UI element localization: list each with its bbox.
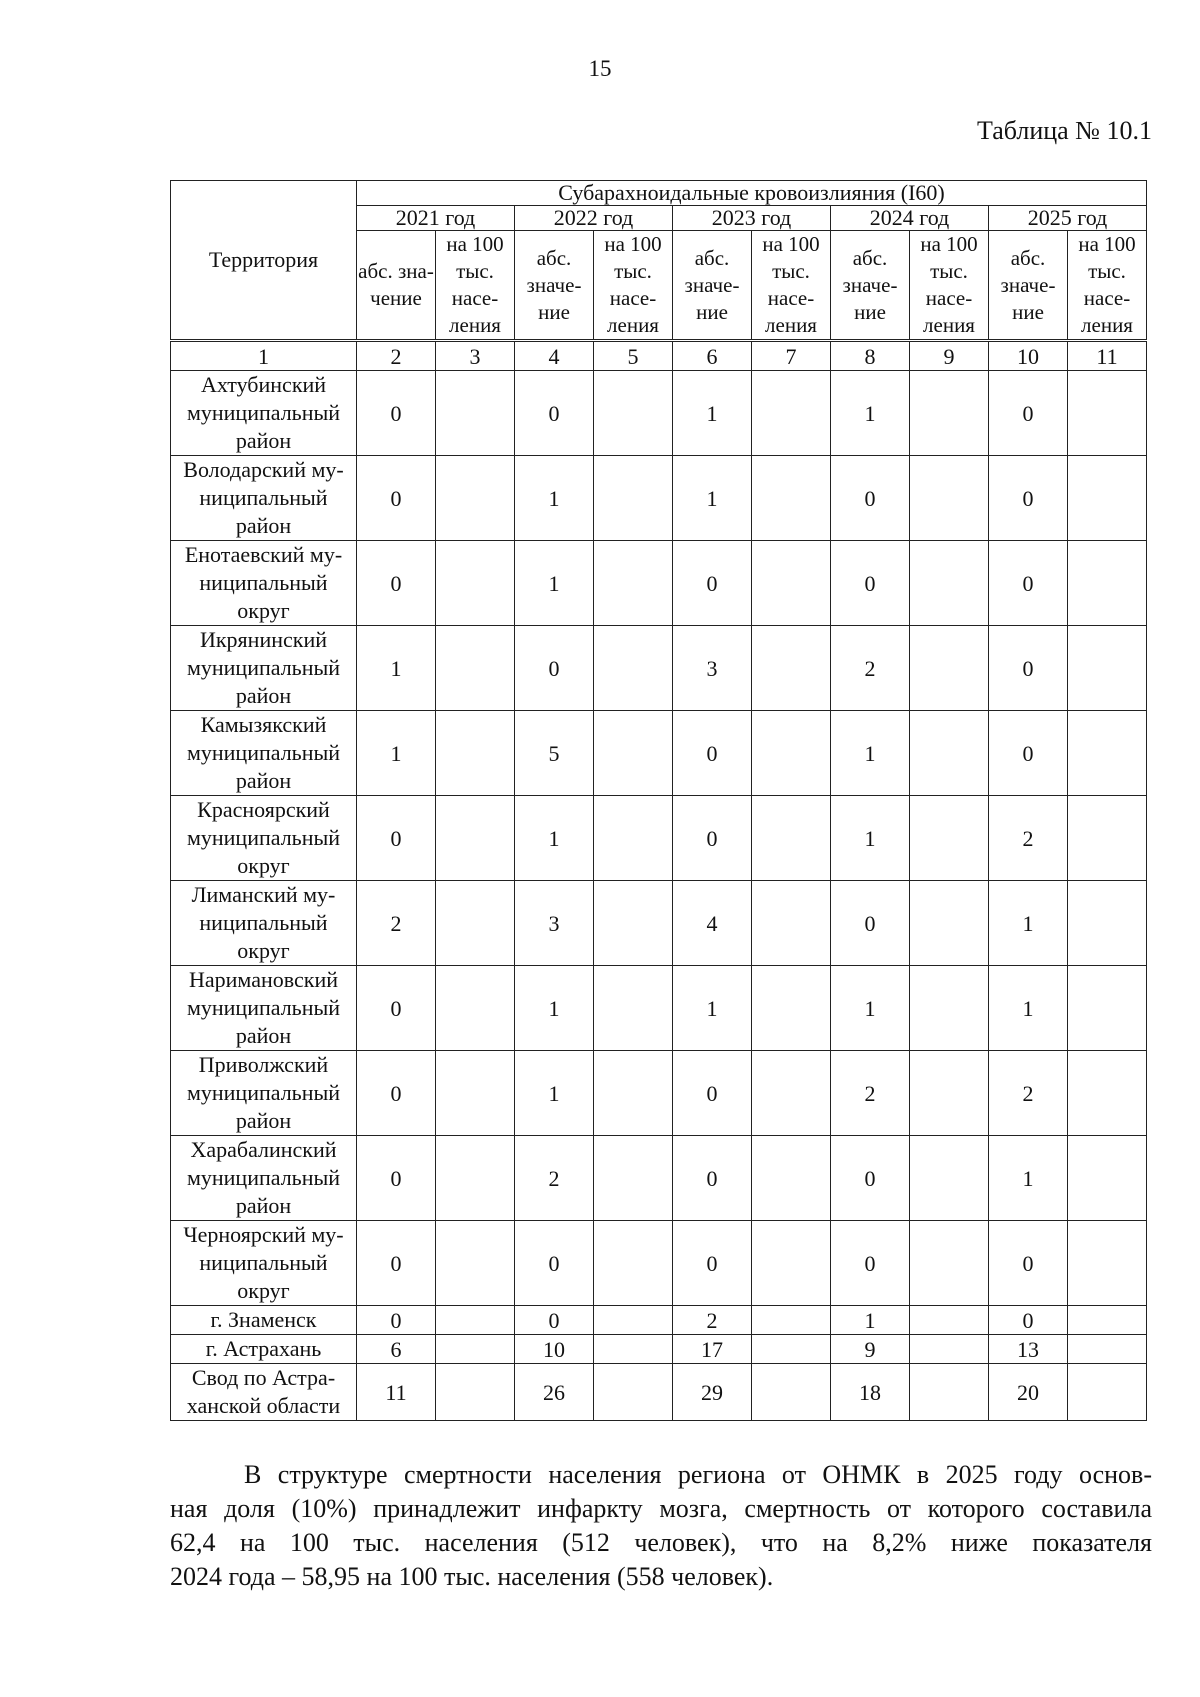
table-row <box>171 1136 1147 1221</box>
rate-cell <box>752 1051 831 1136</box>
abs-value-cell: 17 <box>673 1335 752 1364</box>
territory-cell: г. Астрахань <box>171 1335 357 1364</box>
rate-cell <box>752 1364 831 1421</box>
abs-value-cell: 0 <box>357 1136 436 1221</box>
table-row <box>171 626 1147 711</box>
rate-cell <box>752 881 831 966</box>
rate-cell <box>910 881 989 966</box>
territory-cell: Лиманский му-ниципальный округ <box>171 881 357 966</box>
column-number: 1 <box>171 341 357 371</box>
abs-value-cell: 1 <box>989 966 1068 1051</box>
rate-cell <box>1068 711 1147 796</box>
rate-header: на 100 тыс. насе-ления <box>594 231 673 341</box>
territory-cell: Камызякский муниципальный район <box>171 711 357 796</box>
abs-value-cell: 0 <box>357 1306 436 1335</box>
rate-cell <box>594 796 673 881</box>
rate-cell <box>436 881 515 966</box>
table-row <box>171 1364 1147 1421</box>
abs-value-cell: 0 <box>515 371 594 456</box>
rate-cell <box>436 1364 515 1421</box>
rate-cell <box>1068 1136 1147 1221</box>
abs-value-cell: 9 <box>831 1335 910 1364</box>
table-row <box>171 371 1147 456</box>
rate-cell <box>594 881 673 966</box>
rate-cell <box>910 1306 989 1335</box>
abs-value-cell: 0 <box>515 1221 594 1306</box>
rate-cell <box>752 711 831 796</box>
rate-cell <box>594 541 673 626</box>
rate-cell <box>910 796 989 881</box>
abs-value-cell: 0 <box>357 541 436 626</box>
rate-header: на 100 тыс. насе-ления <box>910 231 989 341</box>
abs-value-cell: 2 <box>831 626 910 711</box>
rate-cell <box>910 1136 989 1221</box>
abs-value-header: абс. значе-ние <box>831 231 910 341</box>
rate-cell <box>594 966 673 1051</box>
paragraph-line: 62,4 на 100 тыс. населения (512 человек), что на 8,2% ниже показателя <box>170 1528 1152 1557</box>
territory-cell: Икрянинский муниципальный район <box>171 626 357 711</box>
rate-cell <box>436 1051 515 1136</box>
abs-value-cell: 1 <box>831 371 910 456</box>
abs-value-cell: 0 <box>357 1051 436 1136</box>
rate-header: на 100 тыс. насе-ления <box>752 231 831 341</box>
rate-header: на 100 тыс. насе-ления <box>1068 231 1147 341</box>
rate-cell <box>594 1306 673 1335</box>
rate-cell <box>436 371 515 456</box>
abs-value-cell: 1 <box>831 711 910 796</box>
column-number: 10 <box>989 341 1068 371</box>
territory-cell: Красноярский муниципальный округ <box>171 796 357 881</box>
rate-cell <box>1068 1221 1147 1306</box>
abs-value-cell: 1 <box>673 371 752 456</box>
abs-value-header: абс. зна-чение <box>357 231 436 341</box>
group-header: Субарахноидальные кровоизлияния (I60) <box>357 181 1147 206</box>
abs-value-cell: 26 <box>515 1364 594 1421</box>
rate-cell <box>594 1335 673 1364</box>
rate-cell <box>1068 1051 1147 1136</box>
column-number: 2 <box>357 341 436 371</box>
paragraph-line: 2024 года – 58,95 на 100 тыс. населения (558 человек). <box>170 1562 774 1591</box>
abs-value-cell: 0 <box>831 541 910 626</box>
rate-cell <box>436 541 515 626</box>
abs-value-cell: 0 <box>357 456 436 541</box>
rate-cell <box>752 796 831 881</box>
abs-value-cell: 2 <box>989 796 1068 881</box>
rate-cell <box>436 1306 515 1335</box>
rate-cell <box>436 796 515 881</box>
rate-cell <box>752 371 831 456</box>
abs-value-cell: 0 <box>831 1136 910 1221</box>
abs-value-header: абс. значе-ние <box>515 231 594 341</box>
abs-value-cell: 0 <box>831 1221 910 1306</box>
table-row <box>171 881 1147 966</box>
abs-value-cell: 1 <box>831 966 910 1051</box>
rate-cell <box>1068 626 1147 711</box>
year-header: 2022 год <box>515 206 673 231</box>
year-header: 2024 год <box>831 206 989 231</box>
rate-header: на 100 тыс. насе-ления <box>436 231 515 341</box>
column-number: 7 <box>752 341 831 371</box>
abs-value-cell: 2 <box>673 1306 752 1335</box>
abs-value-cell: 1 <box>357 626 436 711</box>
abs-value-cell: 0 <box>989 1221 1068 1306</box>
abs-value-cell: 0 <box>673 1136 752 1221</box>
table-row <box>171 796 1147 881</box>
abs-value-cell: 0 <box>989 711 1068 796</box>
rate-cell <box>1068 541 1147 626</box>
rate-cell <box>1068 796 1147 881</box>
rate-cell <box>1068 1306 1147 1335</box>
rate-cell <box>1068 371 1147 456</box>
rate-cell <box>910 1221 989 1306</box>
rate-cell <box>1068 1335 1147 1364</box>
column-number: 3 <box>436 341 515 371</box>
abs-value-cell: 0 <box>831 456 910 541</box>
abs-value-cell: 1 <box>989 881 1068 966</box>
table-caption: Таблица № 10.1 <box>976 116 1152 145</box>
column-number: 5 <box>594 341 673 371</box>
rate-cell <box>910 1051 989 1136</box>
column-number: 4 <box>515 341 594 371</box>
rate-cell <box>752 626 831 711</box>
territory-cell: Володарский му-ниципальный район <box>171 456 357 541</box>
abs-value-cell: 0 <box>989 626 1068 711</box>
rate-cell <box>752 1136 831 1221</box>
territory-header: Территория <box>171 181 357 341</box>
abs-value-cell: 0 <box>673 1051 752 1136</box>
page-number: 15 <box>588 56 612 81</box>
table-row <box>171 1051 1147 1136</box>
table-row <box>171 1306 1147 1335</box>
abs-value-cell: 2 <box>357 881 436 966</box>
rate-cell <box>594 1051 673 1136</box>
body-paragraph <box>170 1458 1152 1594</box>
rate-cell <box>1068 456 1147 541</box>
rate-cell <box>910 711 989 796</box>
territory-cell: Наримановский муниципальный район <box>171 966 357 1051</box>
rate-cell <box>910 371 989 456</box>
rate-cell <box>910 626 989 711</box>
abs-value-cell: 0 <box>831 881 910 966</box>
rate-cell <box>594 456 673 541</box>
abs-value-cell: 1 <box>515 541 594 626</box>
rate-cell <box>752 1306 831 1335</box>
rate-cell <box>910 1335 989 1364</box>
abs-value-cell: 1 <box>831 796 910 881</box>
abs-value-cell: 2 <box>515 1136 594 1221</box>
rate-cell <box>910 456 989 541</box>
territory-cell: Свод по Астра-ханской области <box>171 1364 357 1421</box>
abs-value-cell: 1 <box>515 456 594 541</box>
abs-value-cell: 0 <box>673 711 752 796</box>
rate-cell <box>752 966 831 1051</box>
abs-value-cell: 5 <box>515 711 594 796</box>
rate-cell <box>436 626 515 711</box>
table-row <box>171 966 1147 1051</box>
abs-value-cell: 0 <box>673 541 752 626</box>
rate-cell <box>594 1221 673 1306</box>
rate-cell <box>594 626 673 711</box>
rate-cell <box>436 1136 515 1221</box>
abs-value-cell: 0 <box>357 966 436 1051</box>
abs-value-cell: 1 <box>673 966 752 1051</box>
column-number: 8 <box>831 341 910 371</box>
abs-value-cell: 0 <box>673 1221 752 1306</box>
rate-cell <box>436 1335 515 1364</box>
territory-cell: г. Знаменск <box>171 1306 357 1335</box>
abs-value-cell: 2 <box>989 1051 1068 1136</box>
abs-value-cell: 1 <box>989 1136 1068 1221</box>
rate-cell <box>436 966 515 1051</box>
year-header: 2025 год <box>989 206 1147 231</box>
abs-value-cell: 3 <box>515 881 594 966</box>
abs-value-header: абс. значе-ние <box>673 231 752 341</box>
rate-cell <box>594 1364 673 1421</box>
abs-value-cell: 1 <box>515 966 594 1051</box>
territory-cell: Приволжский муниципальный район <box>171 1051 357 1136</box>
rate-cell <box>752 1221 831 1306</box>
column-number-row <box>171 341 1147 371</box>
rate-cell <box>910 541 989 626</box>
abs-value-cell: 2 <box>831 1051 910 1136</box>
column-number: 11 <box>1068 341 1147 371</box>
abs-value-cell: 0 <box>989 456 1068 541</box>
territory-cell: Черноярский му-ниципальный округ <box>171 1221 357 1306</box>
abs-value-cell: 0 <box>989 541 1068 626</box>
abs-value-header: абс. значе-ние <box>989 231 1068 341</box>
rate-cell <box>594 711 673 796</box>
table-row <box>171 1221 1147 1306</box>
abs-value-cell: 0 <box>515 626 594 711</box>
column-number: 9 <box>910 341 989 371</box>
rate-cell <box>1068 966 1147 1051</box>
abs-value-cell: 13 <box>989 1335 1068 1364</box>
rate-cell <box>436 456 515 541</box>
abs-value-cell: 1 <box>357 711 436 796</box>
abs-value-cell: 3 <box>673 626 752 711</box>
table-row <box>171 541 1147 626</box>
abs-value-cell: 11 <box>357 1364 436 1421</box>
rate-cell <box>752 1335 831 1364</box>
abs-value-cell: 0 <box>357 371 436 456</box>
rate-cell <box>752 456 831 541</box>
rate-cell <box>1068 1364 1147 1421</box>
abs-value-cell: 1 <box>515 1051 594 1136</box>
column-number: 6 <box>673 341 752 371</box>
rate-cell <box>910 966 989 1051</box>
abs-value-cell: 1 <box>515 796 594 881</box>
rate-cell <box>1068 881 1147 966</box>
abs-value-cell: 18 <box>831 1364 910 1421</box>
rate-cell <box>436 1221 515 1306</box>
abs-value-cell: 6 <box>357 1335 436 1364</box>
rate-cell <box>436 711 515 796</box>
rate-cell <box>910 1364 989 1421</box>
abs-value-cell: 10 <box>515 1335 594 1364</box>
territory-cell: Харабалинский муниципальный район <box>171 1136 357 1221</box>
abs-value-cell: 20 <box>989 1364 1068 1421</box>
rate-cell <box>752 541 831 626</box>
rate-cell <box>594 1136 673 1221</box>
stroke-table <box>170 180 1147 1421</box>
abs-value-cell: 0 <box>673 796 752 881</box>
paragraph-line: В структуре смертности населения региона от ОНМК в 2025 году основ- <box>244 1460 1152 1489</box>
table-row <box>171 456 1147 541</box>
abs-value-cell: 1 <box>831 1306 910 1335</box>
table-row <box>171 1335 1147 1364</box>
abs-value-cell: 0 <box>989 1306 1068 1335</box>
abs-value-cell: 0 <box>989 371 1068 456</box>
abs-value-cell: 1 <box>673 456 752 541</box>
abs-value-cell: 0 <box>357 796 436 881</box>
year-header: 2021 год <box>357 206 515 231</box>
abs-value-cell: 0 <box>515 1306 594 1335</box>
abs-value-cell: 0 <box>357 1221 436 1306</box>
year-header: 2023 год <box>673 206 831 231</box>
abs-value-cell: 4 <box>673 881 752 966</box>
territory-cell: Енотаевский му-ниципальный округ <box>171 541 357 626</box>
rate-cell <box>594 371 673 456</box>
paragraph-line: ная доля (10%) принадлежит инфаркту мозга, смертность от которого составила <box>170 1494 1152 1523</box>
table-row <box>171 711 1147 796</box>
territory-cell: Ахтубинский муниципальный район <box>171 371 357 456</box>
abs-value-cell: 29 <box>673 1364 752 1421</box>
